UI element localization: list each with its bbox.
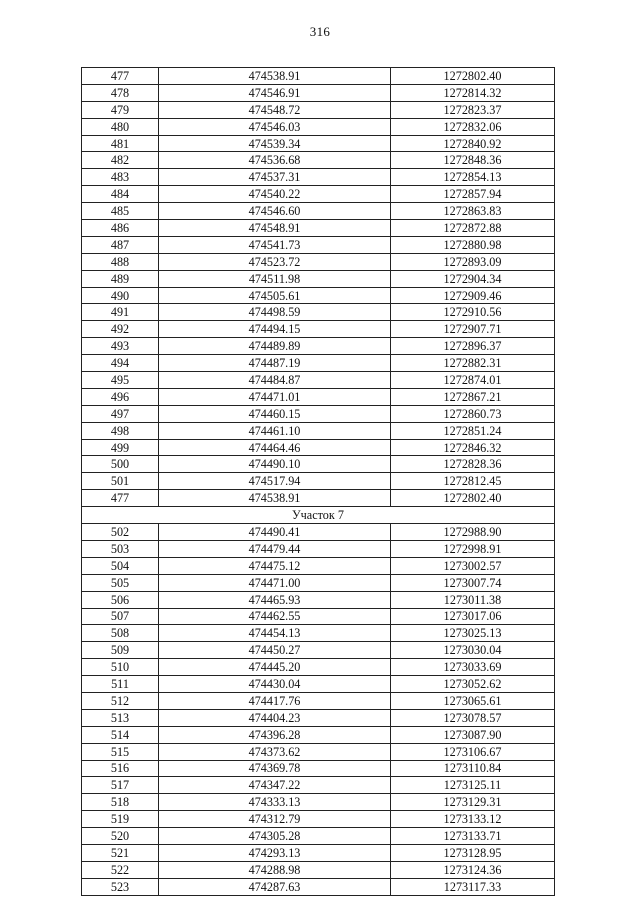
y-coordinate-cell: 1272882.31 [391, 355, 555, 372]
y-coordinate-cell: 1273125.11 [391, 777, 555, 794]
table-row [82, 659, 555, 676]
y-coordinate-cell: 1272896.37 [391, 338, 555, 355]
x-coordinate-cell: 474548.72 [159, 101, 391, 118]
x-coordinate-cell: 474445.20 [159, 659, 391, 676]
table-row [82, 574, 555, 591]
table-row [82, 794, 555, 811]
point-number-cell: 523 [82, 878, 159, 895]
table-row [82, 84, 555, 101]
table-row [82, 540, 555, 557]
x-coordinate-cell: 474333.13 [159, 794, 391, 811]
x-coordinate-cell: 474490.10 [159, 456, 391, 473]
point-number-cell: 489 [82, 270, 159, 287]
coordinates-table-body-part2 [82, 524, 555, 896]
table-row [82, 203, 555, 220]
table-row [82, 304, 555, 321]
y-coordinate-cell: 1272867.21 [391, 388, 555, 405]
table-row [82, 828, 555, 845]
coordinates-table [81, 67, 555, 896]
x-coordinate-cell: 474471.01 [159, 388, 391, 405]
section-header-row [82, 507, 555, 524]
table-row [82, 287, 555, 304]
y-coordinate-cell: 1273007.74 [391, 574, 555, 591]
point-number-cell: 503 [82, 540, 159, 557]
point-number-cell: 499 [82, 439, 159, 456]
y-coordinate-cell: 1272857.94 [391, 186, 555, 203]
x-coordinate-cell: 474537.31 [159, 169, 391, 186]
y-coordinate-cell: 1273133.71 [391, 828, 555, 845]
y-coordinate-cell: 1272848.36 [391, 152, 555, 169]
x-coordinate-cell: 474430.04 [159, 676, 391, 693]
point-number-cell: 498 [82, 422, 159, 439]
y-coordinate-cell: 1272893.09 [391, 253, 555, 270]
y-coordinate-cell: 1273110.84 [391, 760, 555, 777]
x-coordinate-cell: 474464.46 [159, 439, 391, 456]
y-coordinate-cell: 1272814.32 [391, 84, 555, 101]
point-number-cell: 500 [82, 456, 159, 473]
x-coordinate-cell: 474487.19 [159, 355, 391, 372]
y-coordinate-cell: 1272904.34 [391, 270, 555, 287]
point-number-cell: 493 [82, 338, 159, 355]
point-number-cell: 502 [82, 524, 159, 541]
x-coordinate-cell: 474454.13 [159, 625, 391, 642]
y-coordinate-cell: 1273128.95 [391, 844, 555, 861]
y-coordinate-cell: 1272802.40 [391, 68, 555, 85]
x-coordinate-cell: 474536.68 [159, 152, 391, 169]
point-number-cell: 478 [82, 84, 159, 101]
x-coordinate-cell: 474498.59 [159, 304, 391, 321]
x-coordinate-cell: 474404.23 [159, 709, 391, 726]
table-row [82, 220, 555, 237]
point-number-cell: 504 [82, 557, 159, 574]
table-row [82, 642, 555, 659]
y-coordinate-cell: 1273017.06 [391, 608, 555, 625]
y-coordinate-cell: 1273124.36 [391, 861, 555, 878]
section-title: Участок 7 [82, 507, 555, 524]
point-number-cell: 484 [82, 186, 159, 203]
point-number-cell: 491 [82, 304, 159, 321]
table-row [82, 101, 555, 118]
table-row [82, 676, 555, 693]
table-row [82, 692, 555, 709]
y-coordinate-cell: 1272910.56 [391, 304, 555, 321]
table-row [82, 608, 555, 625]
y-coordinate-cell: 1273025.13 [391, 625, 555, 642]
y-coordinate-cell: 1272909.46 [391, 287, 555, 304]
table-row [82, 439, 555, 456]
point-number-cell: 520 [82, 828, 159, 845]
y-coordinate-cell: 1273087.90 [391, 726, 555, 743]
y-coordinate-cell: 1273052.62 [391, 676, 555, 693]
x-coordinate-cell: 474546.60 [159, 203, 391, 220]
y-coordinate-cell: 1272851.24 [391, 422, 555, 439]
point-number-cell: 480 [82, 118, 159, 135]
x-coordinate-cell: 474475.12 [159, 557, 391, 574]
x-coordinate-cell: 474396.28 [159, 726, 391, 743]
coordinates-table-body-part1 [82, 68, 555, 507]
table-row [82, 844, 555, 861]
point-number-cell: 512 [82, 692, 159, 709]
y-coordinate-cell: 1272988.90 [391, 524, 555, 541]
y-coordinate-cell: 1272998.91 [391, 540, 555, 557]
table-row [82, 338, 555, 355]
x-coordinate-cell: 474347.22 [159, 777, 391, 794]
point-number-cell: 506 [82, 591, 159, 608]
y-coordinate-cell: 1272860.73 [391, 405, 555, 422]
y-coordinate-cell: 1273129.31 [391, 794, 555, 811]
point-number-cell: 497 [82, 405, 159, 422]
table-row [82, 405, 555, 422]
table-row [82, 253, 555, 270]
point-number-cell: 487 [82, 236, 159, 253]
x-coordinate-cell: 474538.91 [159, 68, 391, 85]
point-number-cell: 514 [82, 726, 159, 743]
table-row [82, 557, 555, 574]
y-coordinate-cell: 1272874.01 [391, 372, 555, 389]
y-coordinate-cell: 1272840.92 [391, 135, 555, 152]
x-coordinate-cell: 474461.10 [159, 422, 391, 439]
table-row [82, 68, 555, 85]
y-coordinate-cell: 1273078.57 [391, 709, 555, 726]
x-coordinate-cell: 474287.63 [159, 878, 391, 895]
x-coordinate-cell: 474541.73 [159, 236, 391, 253]
x-coordinate-cell: 474293.13 [159, 844, 391, 861]
table-row [82, 709, 555, 726]
point-number-cell: 509 [82, 642, 159, 659]
y-coordinate-cell: 1272828.36 [391, 456, 555, 473]
table-row [82, 591, 555, 608]
x-coordinate-cell: 474546.03 [159, 118, 391, 135]
table-row [82, 490, 555, 507]
x-coordinate-cell: 474484.87 [159, 372, 391, 389]
y-coordinate-cell: 1272832.06 [391, 118, 555, 135]
y-coordinate-cell: 1272812.45 [391, 473, 555, 490]
table-row [82, 726, 555, 743]
x-coordinate-cell: 474312.79 [159, 811, 391, 828]
table-row [82, 186, 555, 203]
table-row [82, 777, 555, 794]
x-coordinate-cell: 474417.76 [159, 692, 391, 709]
point-number-cell: 494 [82, 355, 159, 372]
y-coordinate-cell: 1273033.69 [391, 659, 555, 676]
y-coordinate-cell: 1272880.98 [391, 236, 555, 253]
point-number-cell: 516 [82, 760, 159, 777]
table-row [82, 355, 555, 372]
point-number-cell: 505 [82, 574, 159, 591]
point-number-cell: 492 [82, 321, 159, 338]
x-coordinate-cell: 474511.98 [159, 270, 391, 287]
x-coordinate-cell: 474490.41 [159, 524, 391, 541]
y-coordinate-cell: 1272872.88 [391, 220, 555, 237]
y-coordinate-cell: 1273030.04 [391, 642, 555, 659]
x-coordinate-cell: 474373.62 [159, 743, 391, 760]
y-coordinate-cell: 1273106.67 [391, 743, 555, 760]
point-number-cell: 479 [82, 101, 159, 118]
point-number-cell: 482 [82, 152, 159, 169]
point-number-cell: 522 [82, 861, 159, 878]
y-coordinate-cell: 1273002.57 [391, 557, 555, 574]
x-coordinate-cell: 474548.91 [159, 220, 391, 237]
table-row [82, 760, 555, 777]
point-number-cell: 488 [82, 253, 159, 270]
point-number-cell: 513 [82, 709, 159, 726]
point-number-cell: 485 [82, 203, 159, 220]
point-number-cell: 510 [82, 659, 159, 676]
point-number-cell: 501 [82, 473, 159, 490]
table-row [82, 422, 555, 439]
y-coordinate-cell: 1273065.61 [391, 692, 555, 709]
x-coordinate-cell: 474465.93 [159, 591, 391, 608]
point-number-cell: 490 [82, 287, 159, 304]
x-coordinate-cell: 474489.89 [159, 338, 391, 355]
point-number-cell: 518 [82, 794, 159, 811]
table-row [82, 321, 555, 338]
x-coordinate-cell: 474540.22 [159, 186, 391, 203]
point-number-cell: 481 [82, 135, 159, 152]
table-row [82, 861, 555, 878]
point-number-cell: 483 [82, 169, 159, 186]
table-row [82, 456, 555, 473]
x-coordinate-cell: 474505.61 [159, 287, 391, 304]
y-coordinate-cell: 1273133.12 [391, 811, 555, 828]
page-number: 316 [309, 24, 331, 39]
x-coordinate-cell: 474546.91 [159, 84, 391, 101]
point-number-cell: 477 [82, 490, 159, 507]
point-number-cell: 496 [82, 388, 159, 405]
y-coordinate-cell: 1272907.71 [391, 321, 555, 338]
x-coordinate-cell: 474523.72 [159, 253, 391, 270]
x-coordinate-cell: 474462.55 [159, 608, 391, 625]
table-row [82, 388, 555, 405]
point-number-cell: 477 [82, 68, 159, 85]
x-coordinate-cell: 474460.15 [159, 405, 391, 422]
table-row [82, 118, 555, 135]
x-coordinate-cell: 474369.78 [159, 760, 391, 777]
point-number-cell: 495 [82, 372, 159, 389]
table-row [82, 152, 555, 169]
point-number-cell: 515 [82, 743, 159, 760]
point-number-cell: 486 [82, 220, 159, 237]
point-number-cell: 511 [82, 676, 159, 693]
y-coordinate-cell: 1272846.32 [391, 439, 555, 456]
x-coordinate-cell: 474450.27 [159, 642, 391, 659]
table-row [82, 878, 555, 895]
point-number-cell: 507 [82, 608, 159, 625]
table-row [82, 270, 555, 287]
x-coordinate-cell: 474494.15 [159, 321, 391, 338]
point-number-cell: 519 [82, 811, 159, 828]
x-coordinate-cell: 474479.44 [159, 540, 391, 557]
x-coordinate-cell: 474538.91 [159, 490, 391, 507]
table-row [82, 135, 555, 152]
table-row [82, 169, 555, 186]
y-coordinate-cell: 1272802.40 [391, 490, 555, 507]
table-row [82, 524, 555, 541]
table-row [82, 743, 555, 760]
x-coordinate-cell: 474517.94 [159, 473, 391, 490]
table-row [82, 473, 555, 490]
table-row [82, 372, 555, 389]
section-header-group [82, 507, 555, 524]
table-row [82, 625, 555, 642]
y-coordinate-cell: 1272854.13 [391, 169, 555, 186]
point-number-cell: 517 [82, 777, 159, 794]
point-number-cell: 508 [82, 625, 159, 642]
x-coordinate-cell: 474305.28 [159, 828, 391, 845]
x-coordinate-cell: 474288.98 [159, 861, 391, 878]
y-coordinate-cell: 1273117.33 [391, 878, 555, 895]
point-number-cell: 521 [82, 844, 159, 861]
table-row [82, 811, 555, 828]
x-coordinate-cell: 474471.00 [159, 574, 391, 591]
y-coordinate-cell: 1272823.37 [391, 101, 555, 118]
table-row [82, 236, 555, 253]
y-coordinate-cell: 1273011.38 [391, 591, 555, 608]
y-coordinate-cell: 1272863.83 [391, 203, 555, 220]
x-coordinate-cell: 474539.34 [159, 135, 391, 152]
